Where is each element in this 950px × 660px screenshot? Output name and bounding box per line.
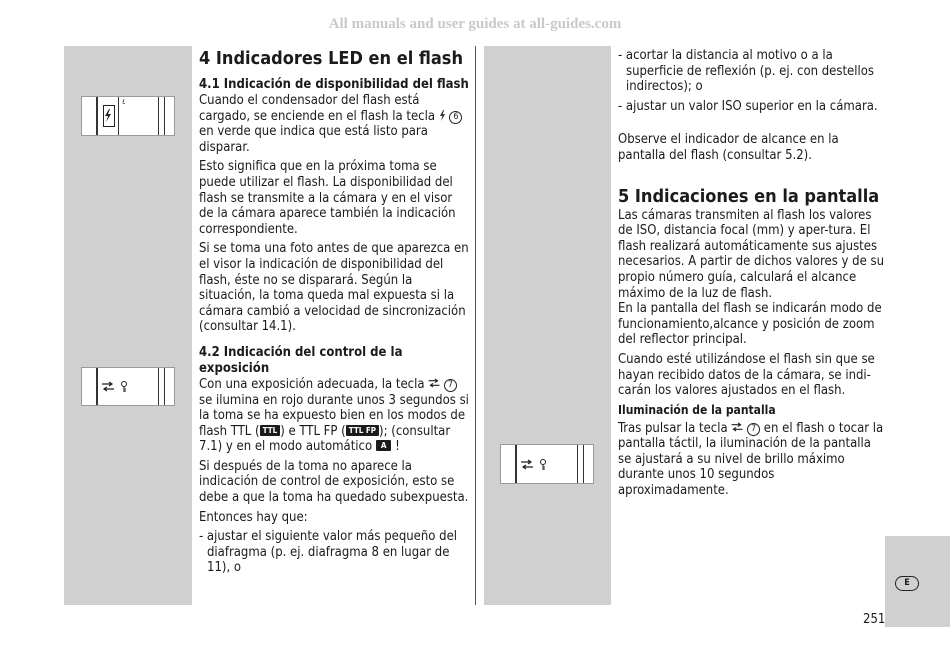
paragraph: En la pantalla del flash se indicarán modo de funcionamiento,alcance y posición de zoom del reflector principal. [618, 301, 882, 348]
section-title: 5 Indicaciones en la pantalla [618, 185, 880, 207]
text: Cuando el condensador del flash está cargado, se enciende en el flash la tecla [199, 93, 436, 124]
list-item: - ajustar el siguiente valor más pequeño del diafragma (p. ej. diafragma 8 en lugar de 11), o [199, 529, 458, 576]
callout-number: 7 [444, 379, 457, 392]
exposure-arrows-icon [521, 459, 533, 470]
list-item: - ajustar un valor ISO superior en la cámara. [618, 98, 878, 114]
paragraph [618, 421, 884, 499]
text: en verde que indica que está listo para disparar. [199, 124, 428, 155]
exposure-button-illustration [81, 367, 175, 406]
paragraph [199, 377, 469, 455]
column-divider [475, 46, 476, 605]
subsection-heading: Iluminación de la pantalla [618, 402, 776, 417]
list-item: - acortar la distancia al motivo o a la superficie de reflexión (p. ej. con destellos indirectos); o [618, 48, 874, 95]
paragraph: Si se toma una foto antes de que aparezca en el visor la indicación de disponibilidad del flash, éste no se disparará. Según la situación, la toma queda mal expuesta si la cámara cambió a velocidad de sincronización (consultar 14.1). [199, 241, 469, 335]
paragraph: Entonces hay que: [199, 509, 308, 525]
callout-number: 6 [449, 111, 462, 124]
page-number: 251 [863, 612, 886, 627]
paragraph: Si después de la toma no aparece la indicación de control de exposición, esto se debe a que la toma ha quedado subexpuesta. [199, 458, 469, 506]
watermark: All manuals and user guides at all-guides.com [328, 16, 622, 32]
text: se ilumina en rojo durante unos 3 segundos si la toma se ha expuesto bien en los modos de flash TTL ( [199, 392, 469, 439]
text: ! [395, 439, 400, 455]
middle-margin-panel [484, 46, 611, 605]
button-outline [103, 105, 115, 127]
flash-button-illustration [81, 96, 175, 136]
text: ) e TTL FP ( [280, 423, 346, 439]
left-column [199, 46, 469, 580]
subsection-heading: 4.1 Indicación de disponibilidad del flash [199, 77, 469, 92]
language-badge: E [895, 576, 919, 591]
auto-mode-badge: A [376, 440, 392, 451]
text: ); (consultar 7.1) y en el modo automático [199, 423, 451, 455]
flash-bolt-icon [439, 110, 446, 121]
exposure-button-illustration [500, 444, 594, 484]
key-icon [539, 459, 547, 471]
small-mark: ٤ [122, 98, 126, 106]
section-title: 4 Indicadores LED en el flash [199, 48, 463, 69]
subsection-heading: 4.2 Indicación del control de la exposición [199, 344, 403, 376]
exposure-arrows-icon [102, 381, 114, 392]
callout-number: 7 [747, 423, 760, 436]
key-icon [120, 381, 128, 393]
paragraph: Las cámaras transmiten al flash los valores de ISO, distancia focal (mm) y aper-tura. El flash realizará automáticamente sus ajustes necesarios. A partir de dichos valores y de su propio número guía, calculará el alcance máximo de la luz de flash. [618, 207, 885, 301]
right-column [618, 46, 884, 503]
exposure-arrows-icon [428, 378, 440, 388]
text: Con una exposición adecuada, la tecla [199, 376, 425, 392]
ttl-badge: TTL [260, 425, 281, 436]
exposure-arrows-icon [731, 422, 743, 432]
text: Tras pulsar la tecla [618, 420, 728, 436]
paragraph: Observe el indicador de alcance en la pantalla del flash (consultar 5.2). [618, 132, 839, 163]
text: en el flash o tocar la pantalla táctil, la iluminación de la pantalla se ajustará a su nivel de brillo máximo durante unos 10 segundos aproximadamente. [618, 420, 884, 499]
ttl-fp-badge: TTL FP [346, 425, 379, 436]
paragraph: Cuando esté utilizándose el flash sin que se hayan recibido datos de la cámara, se indi-carán los valores ajustados en el flash. [618, 351, 875, 399]
paragraph: Esto significa que en la próxima toma se puede utilizar el flash. La disponibilidad del flash se transmite a la cámara y en el visor de la cámara aparece también la indicación correspondiente. [199, 159, 456, 237]
paragraph [199, 93, 469, 155]
